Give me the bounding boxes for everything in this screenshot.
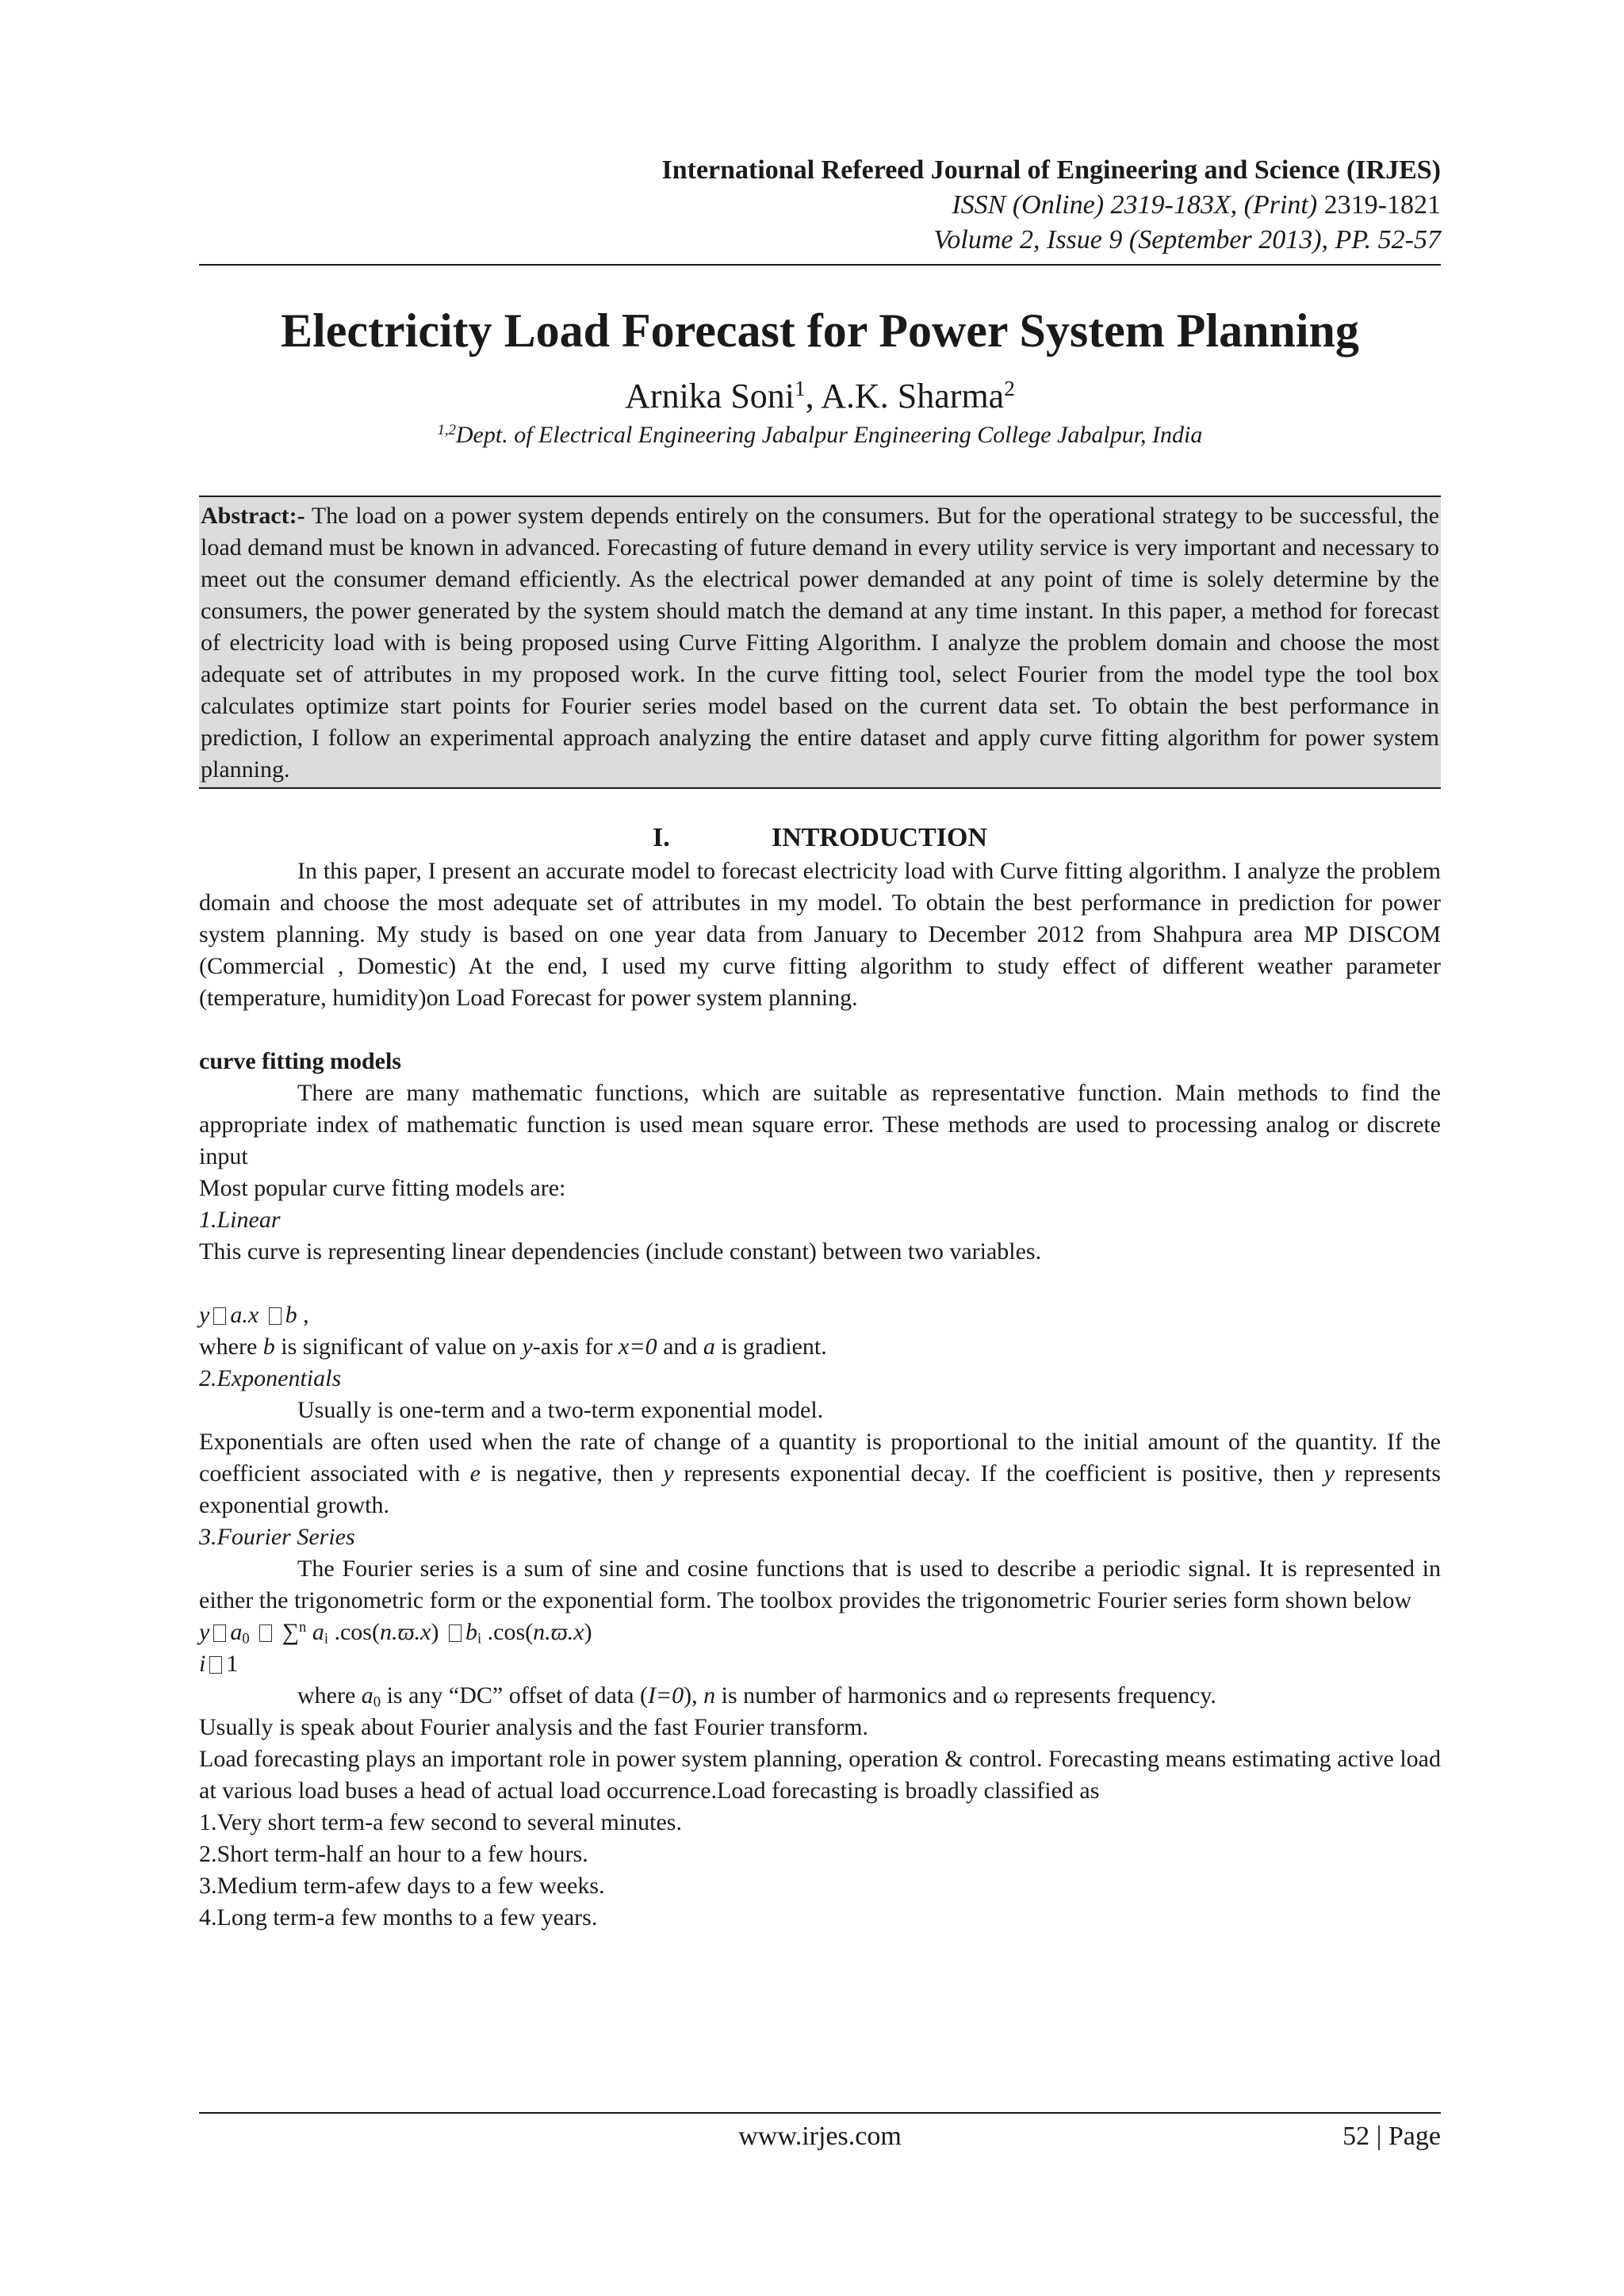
formula-b: b — [285, 1302, 297, 1328]
fourier-paragraph: The Fourier series is a sum of sine and cosine functions that is used to describe a periodic signal. It is represented in either the trigonometric form or the exponential form. The toolbox provides the trigonometric Fourier series form shown below — [199, 1556, 1441, 1613]
journal-header — [199, 153, 1441, 258]
popular-models-line: Most popular curve fitting models are: — [199, 1175, 566, 1201]
issn-online: ISSN (Online) 2319-183X, (Print) — [952, 190, 1318, 220]
formula-y: y — [199, 1302, 210, 1328]
author-1-sup: 1 — [795, 377, 806, 400]
linear-where: where b is significant of value on y-axis for x=0 and a is gradient. — [199, 1334, 827, 1360]
footer-rule — [199, 2112, 1441, 2114]
issn-print: 2319-1821 — [1323, 190, 1441, 220]
author-1: Arnika Soni — [625, 377, 795, 415]
exponential-line: Usually is one-term and a two-term exponential model. — [297, 1397, 824, 1423]
journal-name: International Refereed Journal of Engineering and Science (IRJES) — [661, 155, 1441, 185]
fourier-heading: 3.Fourier Series — [199, 1524, 355, 1550]
author-sep: , — [805, 377, 822, 415]
load-forecast-paragraph: Load forecasting plays an important role in power system planning, operation & control. Forecasting means estimating active load at various load buses a head of actual load occurrence.Load forecasting is broadly classified as — [199, 1746, 1441, 1804]
missing-glyph-box — [209, 1656, 222, 1674]
affiliation-sup: 1,2 — [437, 421, 456, 438]
footer-website: www.irjes.com — [738, 2122, 902, 2151]
paper-title: Electricity Load Forecast for Power System Planning — [281, 304, 1359, 357]
missing-glyph-box — [213, 1624, 226, 1642]
missing-glyph-box — [449, 1624, 462, 1642]
issn-line — [199, 188, 1441, 223]
paper-page — [199, 0, 1441, 1934]
linear-heading: 1.Linear — [199, 1207, 281, 1233]
author-2: A.K. Sharma — [821, 377, 1005, 415]
affiliation — [199, 419, 1441, 451]
affiliation-text: Dept. of Electrical Engineering Jabalpur Engineering College Jabalpur, India — [455, 422, 1203, 448]
list-item: 1.Very short term-a few second to several minutes. — [199, 1809, 682, 1835]
section-number: I. — [652, 823, 670, 852]
abstract-box — [199, 496, 1441, 789]
list-item: 4.Long term-a few months to a few years. — [199, 1904, 598, 1931]
linear-text: This curve is representing linear dependencies (include constant) between two variables. — [199, 1238, 1042, 1265]
formula-end: , — [297, 1302, 309, 1328]
author-2-sup: 2 — [1004, 377, 1015, 400]
fourier-index: i 1 — [199, 1651, 239, 1677]
missing-glyph-box — [269, 1307, 282, 1325]
list-item: 3.Medium term-afew days to a few weeks. — [199, 1873, 605, 1899]
footer-page-number: 52 | Page — [1342, 2122, 1441, 2151]
intro-paragraph: In this paper, I present an accurate model to forecast electricity load with Curve fitting algorithm. I analyze the problem domain and choose the most adequate set of attributes in my model. To obtain the best performance in prediction for power system planning. My study is based on one year data from January to December 2012 from Shahpura area MP DISCOM (Commercial , Domestic) At the end, I used my curve fitting algorithm to study effect of different weather parameter (temperature, humidity)on Load Forecast for power system planning. — [199, 858, 1441, 1011]
section-heading — [199, 821, 1441, 855]
author-line — [199, 373, 1441, 419]
curve-models-paragraph: There are many mathematic functions, which are suitable as representative function. Main methods to find the appropriate index of mathematic function is used mean square error. These methods are used to processing analog or discrete input — [199, 1080, 1441, 1169]
fourier-where: where $a_0$ is any “DC” offset of data (I=0), n is number of harmonics and ω represents frequency. — [297, 1682, 1216, 1711]
exponential-paragraph: Exponentials are often used when the rate of change of a quantity is proportional to the initial amount of the quantity. If the coefficient associated with e is negative, then y represents exponential decay. If the coefficient is positive, then y represents exponential growth. — [199, 1429, 1441, 1518]
missing-glyph-box — [213, 1307, 226, 1325]
header-rule — [199, 264, 1441, 266]
section-title: INTRODUCTION — [771, 823, 988, 852]
page-footer — [199, 2117, 1441, 2156]
abstract-label: Abstract:- — [201, 503, 305, 529]
list-item: 2.Short term-half an hour to a few hours. — [199, 1841, 588, 1867]
volume-line: Volume 2, Issue 9 (September 2013), PP. 52-57 — [933, 225, 1441, 254]
missing-glyph-box — [259, 1624, 272, 1642]
abstract-text: The load on a power system depends entirely on the consumers. But for the operational strategy to be successful, the load demand must be known in advanced. Forecasting of future demand in every utility service is very important and necessary to meet out the consumer demand efficiently. As the electrical power demanded at any point of time is solely determine by the consumers, the power generated by the system should match the demand at any time instant. In this paper, a method for forecast of electricity load with is being proposed using Curve Fitting Algorithm. I analyze the problem domain and choose the most adequate set of attributes in my proposed work. In the curve fitting tool, select Fourier from the model type the tool box calculates optimize start points for Fourier series model based on the current data set. To obtain the best performance in prediction, I follow an experimental approach analyzing the entire dataset and apply curve fitting algorithm for power system planning. — [201, 503, 1440, 783]
linear-formula — [199, 1299, 1441, 1331]
subsection-heading: curve fitting models — [199, 1048, 401, 1074]
exponential-heading: 2.Exponentials — [199, 1365, 342, 1391]
fourier-formula: y $a_0$ ∑$^n$ $a_i$ .cos(n.ϖ.x) $b_i$ .cos(n.ϖ.x) — [199, 1618, 592, 1647]
sum-symbol: ∑ — [282, 1619, 300, 1645]
fourier-where-cont: Usually is speak about Fourier analysis and the fast Fourier transform. — [199, 1714, 868, 1740]
formula-ax: a.x — [230, 1302, 259, 1328]
